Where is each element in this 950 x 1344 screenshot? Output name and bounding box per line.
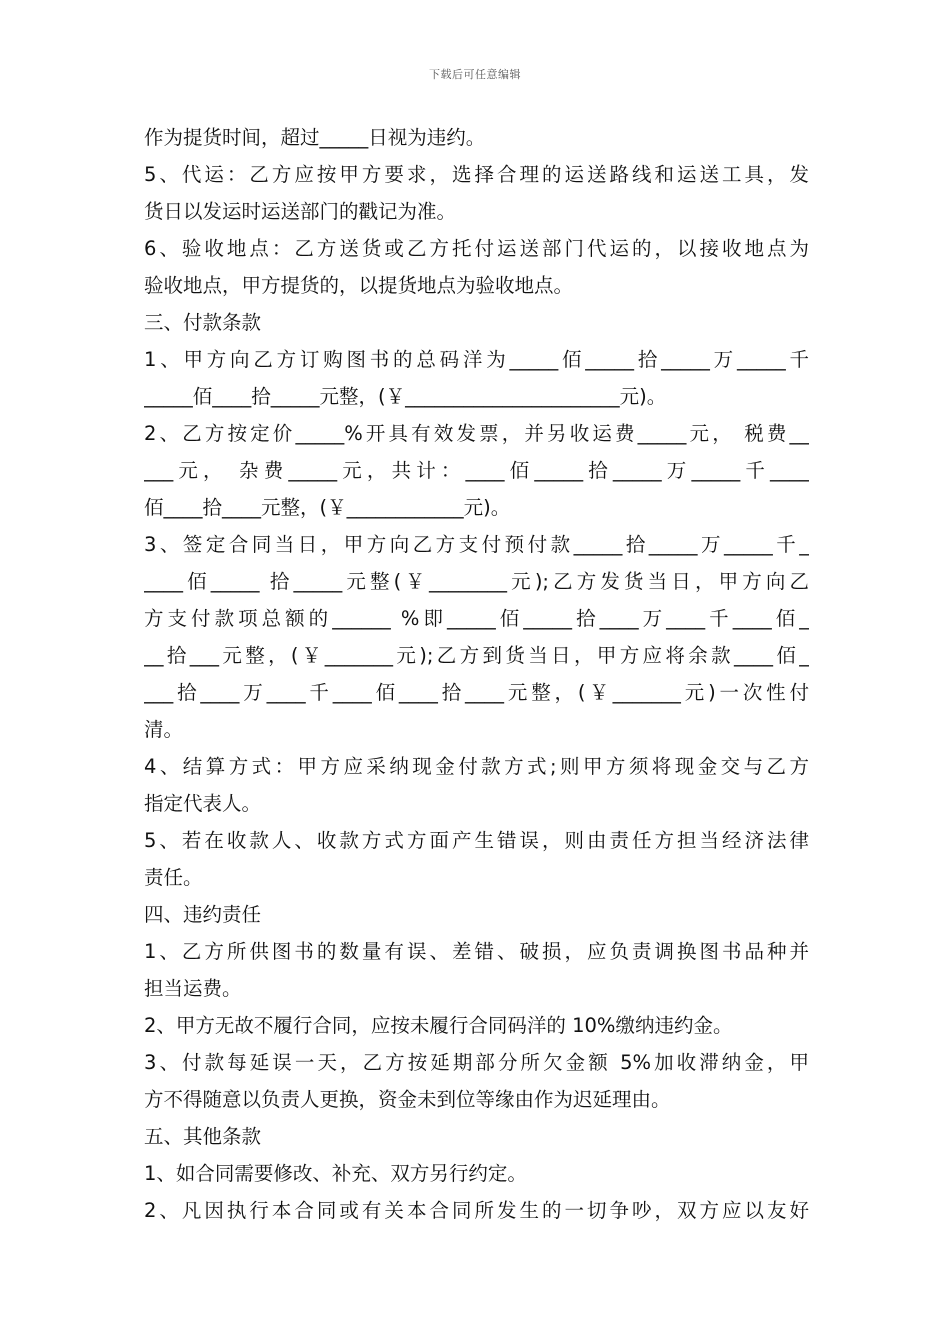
text-line: 方不得随意以负责人更换，资金未到位等缘由作为迟延理由。 bbox=[144, 1088, 671, 1111]
text-line: 作为提货时间，超过_____日视为违约。 bbox=[144, 126, 486, 149]
text-line: 三、付款条款 bbox=[144, 311, 262, 334]
text-line: 1、乙方所供图书的数量有误、差错、破损，应负责调换图书品种并 bbox=[144, 940, 809, 963]
document-body bbox=[144, 119, 809, 1229]
text-line: 3、付款每延误一天，乙方按延期部分所欠金额 5%加收滞纳金，甲 bbox=[144, 1051, 809, 1074]
text-line: 1、甲方向乙方订购图书的总码洋为_____佰_____拾_____万_____千 bbox=[144, 348, 809, 371]
text-line: _____佰____拾_____元整，(￥______________________元)。 bbox=[144, 385, 667, 408]
text-line: 4、结算方式：甲方应采纳现金付款方式;则甲方须将现金交与乙方 bbox=[144, 755, 809, 778]
text-line: 货日以发运时运送部门的戳记为准。 bbox=[144, 200, 457, 223]
text-line: ___元， 杂费_____元，共计：____佰_____拾_____万_____千____ bbox=[144, 459, 809, 482]
text-line: 2、凡因执行本合同或有关本合同所发生的一切争吵，双方应以友好 bbox=[144, 1199, 809, 1222]
text-line: 2、甲方无故不履行合同，应按未履行合同码洋的 10%缴纳违约金。 bbox=[144, 1014, 733, 1037]
text-line: 2、乙方按定价_____%开具有效发票，并另收运费_____元， 税费__ bbox=[144, 422, 809, 445]
text-line: 5、代运：乙方应按甲方要求，选择合理的运送路线和运送工具，发 bbox=[144, 163, 809, 186]
text-line: ____佰_____ 拾_____元整(￥________元);乙方发货当日，甲方向乙 bbox=[144, 570, 809, 593]
text-line: 6、验收地点：乙方送货或乙方托付运送部门代运的，以接收地点为 bbox=[144, 237, 809, 260]
text-line: 清。 bbox=[144, 718, 184, 741]
text-line: 验收地点，甲方提货的，以提货地点为验收地点。 bbox=[144, 274, 574, 297]
text-line: 3、签定合同当日，甲方向乙方支付预付款_____拾_____万_____千_ bbox=[144, 533, 809, 556]
text-line: 指定代表人。 bbox=[144, 792, 262, 815]
text-line: __拾___元整，(￥_______元);乙方到货当日，甲方应将余款____佰_ bbox=[144, 644, 809, 667]
text-line: ___拾____万____千____佰____拾____元整，(￥_______元)一次性付 bbox=[144, 681, 809, 704]
page-header: 下载后可任意编辑 bbox=[429, 68, 521, 81]
text-line: 方支付款项总额的______ %即_____佰_____拾____万____千____佰_ bbox=[144, 607, 809, 630]
text-line: 佰____拾____元整，(￥____________元)。 bbox=[144, 496, 511, 519]
text-line: 五、其他条款 bbox=[144, 1125, 262, 1148]
text-line: 四、违约责任 bbox=[144, 903, 262, 926]
text-line: 担当运费。 bbox=[144, 977, 242, 1000]
text-line: 5、若在收款人、收款方式方面产生错误，则由责任方担当经济法律 bbox=[144, 829, 809, 852]
text-line: 责任。 bbox=[144, 866, 203, 889]
text-line: 1、如合同需要修改、补充、双方另行约定。 bbox=[144, 1162, 527, 1185]
